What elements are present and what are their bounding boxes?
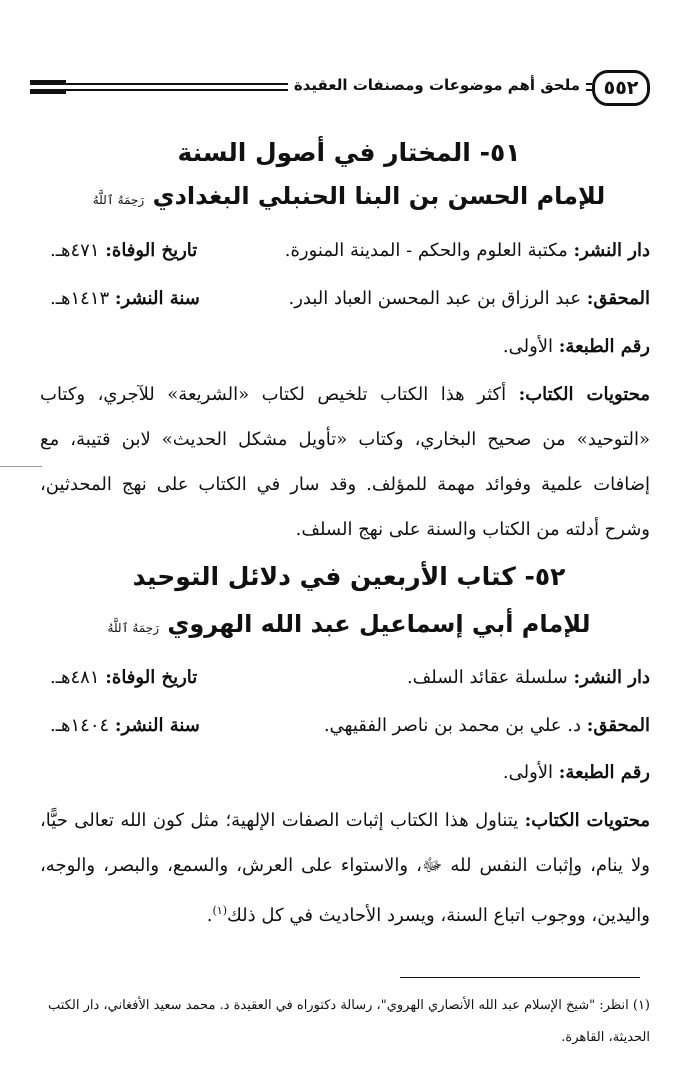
editor-label: المحقق: [586, 288, 650, 309]
footnote: (١) انظر: "شيخ الإسلام عبد الله الأنصاري الهروي"، رسالة دكتوراه في العقيدة د. محمد سعيد الأفغاني، دار الكتب الحديثة، القاهرة. [48, 998, 650, 1045]
pubyear-value: ١٤١٣هـ. [50, 288, 110, 309]
contents-text: يتناول هذا الكتاب إثبات الصفات الإلهية؛ مثل كون الله تعالى حيًّا، ولا ينام، وإثبات النفس لله ﷻ، والاستواء على العرش، والسمع، والبصر، والوجه، واليدين، ووجوب اتباع السنة، ويسرد الأحاديث في كل ذلك [40, 810, 650, 926]
book-author [48, 182, 650, 210]
contents-end: . [206, 905, 213, 926]
contents-paragraph [40, 372, 650, 552]
honorific-glyph: رَحِمَهُ ٱللَّهُ [107, 621, 160, 635]
page-number: ٥٥٢ [592, 70, 650, 106]
margin-mark [0, 466, 42, 467]
contents-paragraph [40, 798, 650, 938]
death-value: ٤٨١هـ. [50, 667, 100, 688]
editor-value: د. علي بن محمد بن ناصر الفقيهي. [323, 715, 581, 736]
pubyear-label: سنة النشر: [114, 715, 200, 736]
publisher-value: سلسلة عقائد السلف. [406, 667, 568, 688]
pubyear-value: ١٤٠٤هـ. [50, 715, 110, 736]
header-ornament [30, 80, 66, 94]
edition-value: الأولى. [502, 336, 554, 357]
publisher-value: مكتبة العلوم والحكم - المدينة المنورة. [284, 240, 568, 261]
editor-label: المحقق: [586, 715, 650, 736]
running-header [30, 68, 650, 110]
death-value: ٤٧١هـ. [50, 240, 100, 261]
death-label: تاريخ الوفاة: [105, 667, 198, 688]
death-label: تاريخ الوفاة: [105, 240, 198, 261]
publisher-label: دار النشر: [573, 667, 650, 688]
book-title: ٥١- المختار في أصول السنة [177, 138, 521, 167]
footnote-ref[interactable]: (١) [212, 904, 228, 917]
contents-label: محتويات الكتاب: [524, 810, 650, 831]
book-title: ٥٢- كتاب الأربعين في دلائل التوحيد [132, 562, 566, 591]
author-name: للإمام الحسن بن البنا الحنبلي البغدادي [152, 182, 606, 210]
running-title: ملحق أهم موضوعات ومصنفات العقيدة [288, 76, 586, 94]
pubyear-label: سنة النشر: [114, 288, 200, 309]
contents-label: محتويات الكتاب: [518, 384, 650, 405]
edition-value: الأولى. [502, 762, 554, 783]
book-author [48, 610, 650, 638]
editor-value: عبد الرزاق بن عبد المحسن العباد البدر. [288, 288, 581, 309]
honorific-glyph: رَحِمَهُ ٱللَّهُ [92, 193, 145, 207]
author-name: للإمام أبي إسماعيل عبد الله الهروي [167, 610, 591, 638]
contents-text: أكثر هذا الكتاب تلخيص لكتاب «الشريعة» للآجري، وكتاب «التوحيد» من صحيح البخاري، وكتاب «تأويل مشكل الحديث» لابن قتيبة، مع إضافات علمية وفوائد مهمة للمؤلف. وقد سار في الكتاب على نهج المحدثين، وشرح أدلته من الكتاب والسنة على نهج السلف. [40, 384, 650, 540]
edition-label: رقم الطبعة: [558, 762, 650, 783]
edition-label: رقم الطبعة: [558, 336, 650, 357]
publisher-label: دار النشر: [573, 240, 650, 261]
footnote-rule [400, 977, 640, 978]
